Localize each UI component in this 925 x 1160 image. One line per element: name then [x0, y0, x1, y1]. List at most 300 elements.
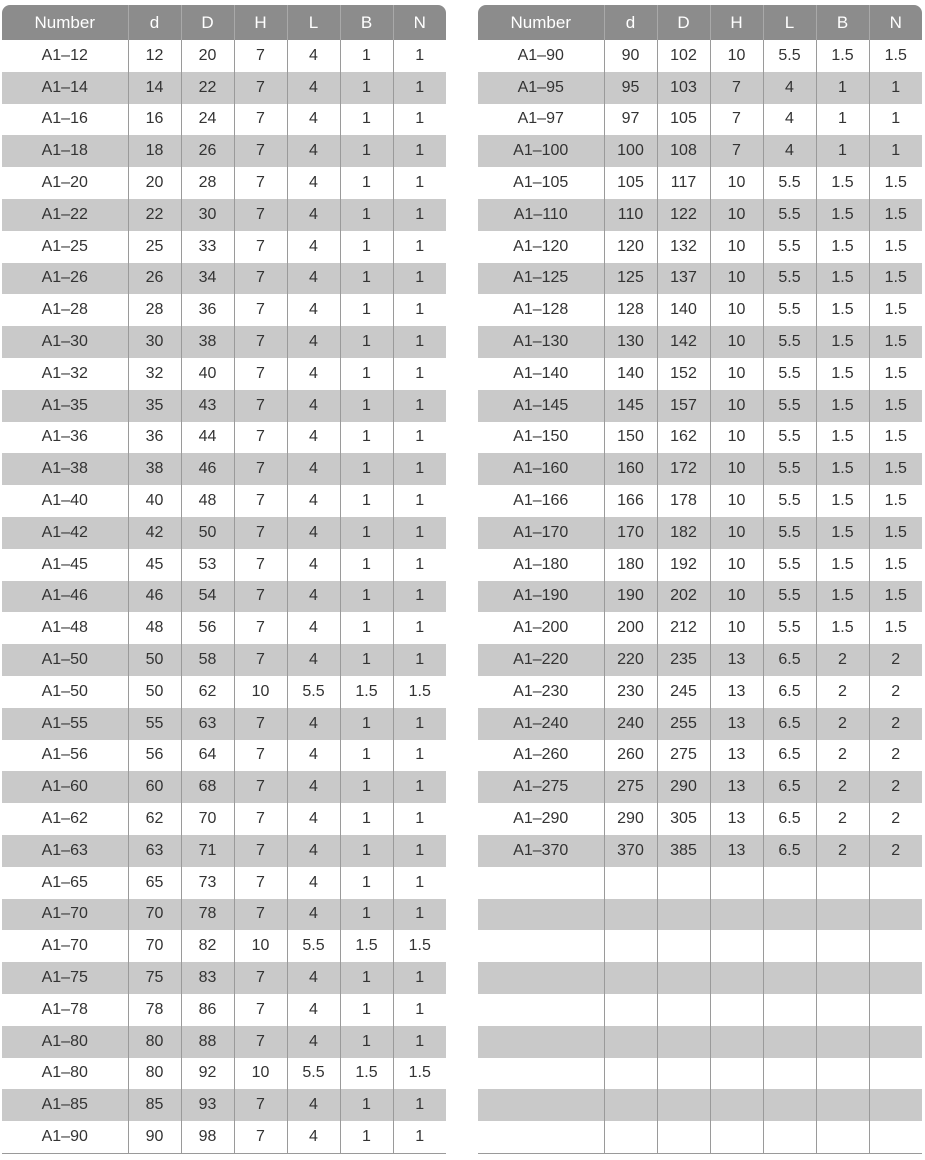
column-header-h: H — [710, 5, 763, 40]
cell-l: 4 — [287, 803, 340, 835]
cell-n: 1 — [393, 326, 446, 358]
cell-n: 2 — [869, 803, 922, 835]
cell-d-outer: 78 — [181, 899, 234, 931]
cell-d-inner: 75 — [128, 962, 181, 994]
cell-n — [869, 994, 922, 1026]
cell-n: 2 — [869, 676, 922, 708]
cell-h — [710, 899, 763, 931]
cell-d-outer: 20 — [181, 40, 234, 72]
cell-d-outer: 83 — [181, 962, 234, 994]
cell-l: 4 — [287, 422, 340, 454]
cell-number: A1–12 — [41, 46, 88, 64]
cell-b: 2 — [816, 740, 869, 772]
cell-d-inner: 26 — [128, 263, 181, 295]
cell-h: 7 — [234, 1089, 287, 1121]
cell-b: 2 — [816, 708, 869, 740]
cell-b: 1 — [340, 422, 393, 454]
cell-d-inner: 63 — [128, 835, 181, 867]
cell-number: A1–40 — [41, 492, 88, 510]
table-row — [2, 581, 446, 613]
cell-h: 7 — [710, 135, 763, 167]
cell-n: 1.5 — [869, 263, 922, 295]
cell-l: 6.5 — [763, 740, 816, 772]
cell-h: 7 — [234, 740, 287, 772]
table-row — [2, 453, 446, 485]
cell-h: 7 — [234, 104, 287, 136]
cell-number: A1–170 — [478, 517, 604, 549]
cell-d-inner: 85 — [128, 1089, 181, 1121]
cell-n: 1 — [393, 231, 446, 263]
cell-n: 1 — [393, 644, 446, 676]
column-header-d-inner: d — [604, 5, 657, 40]
cell-h: 10 — [710, 485, 763, 517]
cell-b: 2 — [816, 676, 869, 708]
cell-b: 1 — [340, 644, 393, 676]
cell-n — [869, 1089, 922, 1121]
cell-h: 10 — [710, 326, 763, 358]
table-row — [478, 40, 922, 72]
cell-n: 1.5 — [869, 294, 922, 326]
cell-l: 5.5 — [763, 294, 816, 326]
cell-n: 1.5 — [393, 1058, 446, 1090]
table-row — [478, 231, 922, 263]
cell-d-outer: 64 — [181, 740, 234, 772]
cell-number: A1–95 — [478, 72, 604, 104]
column-header-b: B — [340, 5, 393, 40]
cell-number: A1–97 — [517, 110, 564, 128]
cell-h — [710, 994, 763, 1026]
cell-n: 2 — [869, 835, 922, 867]
cell-b: 1 — [340, 962, 393, 994]
table-row — [2, 1026, 446, 1058]
table-row — [478, 771, 922, 803]
cell-number: A1–50 — [41, 682, 88, 700]
cell-number: A1–120 — [513, 237, 569, 255]
cell-d-inner: 40 — [128, 485, 181, 517]
cell-number: A1–62 — [41, 810, 88, 828]
cell-number: A1–18 — [2, 135, 128, 167]
table-row — [2, 199, 446, 231]
cell-n: 1.5 — [869, 231, 922, 263]
cell-d-outer: 152 — [657, 358, 710, 390]
cell-d-inner: 125 — [604, 263, 657, 295]
cell-number: A1–25 — [41, 237, 88, 255]
cell-b — [816, 1026, 869, 1058]
cell-d-outer: 43 — [181, 390, 234, 422]
cell-l: 4 — [287, 167, 340, 199]
cell-b: 1.5 — [816, 294, 869, 326]
cell-d-outer: 36 — [181, 294, 234, 326]
cell-l: 4 — [287, 231, 340, 263]
cell-number: A1–46 — [2, 581, 128, 613]
cell-d-inner: 50 — [128, 676, 181, 708]
cell-number: A1–200 — [513, 619, 569, 637]
table-row — [478, 612, 922, 644]
cell-b — [816, 1058, 869, 1090]
cell-b: 1 — [340, 612, 393, 644]
cell-d-inner: 14 — [128, 72, 181, 104]
cell-d-inner: 166 — [604, 485, 657, 517]
cell-d-outer: 103 — [657, 72, 710, 104]
table-row — [478, 708, 922, 740]
cell-b: 1 — [340, 231, 393, 263]
cell-n: 1.5 — [869, 581, 922, 613]
cell-d-outer: 245 — [657, 676, 710, 708]
cell-b: 1 — [340, 1026, 393, 1058]
cell-l: 4 — [287, 263, 340, 295]
cell-l: 4 — [287, 453, 340, 485]
cell-d-outer — [657, 1058, 710, 1090]
cell-number: A1–110 — [478, 199, 604, 231]
cell-n: 1 — [393, 581, 446, 613]
column-header-n: N — [869, 5, 922, 40]
table-header — [478, 5, 922, 40]
cell-h: 7 — [234, 358, 287, 390]
cell-d-inner: 35 — [128, 390, 181, 422]
cell-number: A1–230 — [513, 682, 569, 700]
cell-h: 7 — [234, 135, 287, 167]
cell-number: A1–90 — [2, 1121, 128, 1153]
cell-number: A1–20 — [41, 174, 88, 192]
cell-b: 2 — [816, 771, 869, 803]
cell-h — [710, 1026, 763, 1058]
cell-d-inner: 90 — [128, 1121, 181, 1153]
cell-number: A1–63 — [2, 835, 128, 867]
table-row — [478, 72, 922, 104]
cell-d-outer: 68 — [181, 771, 234, 803]
cell-n: 1.5 — [869, 358, 922, 390]
cell-n: 2 — [869, 644, 922, 676]
cell-d-outer: 275 — [657, 740, 710, 772]
table-row — [478, 199, 922, 231]
cell-b: 1.5 — [816, 390, 869, 422]
cell-d-outer: 86 — [181, 994, 234, 1026]
cell-l: 5.5 — [763, 517, 816, 549]
table-row — [478, 390, 922, 422]
cell-n: 1 — [393, 167, 446, 199]
cell-n: 1 — [393, 263, 446, 295]
table-row — [478, 422, 922, 454]
cell-d-outer: 202 — [657, 581, 710, 613]
table-row — [2, 1058, 446, 1090]
cell-d-outer: 38 — [181, 326, 234, 358]
table-row — [2, 867, 446, 899]
cell-h: 10 — [710, 549, 763, 581]
cell-l: 5.5 — [287, 930, 340, 962]
table-row — [478, 167, 922, 199]
cell-b: 1 — [340, 294, 393, 326]
cell-b: 1.5 — [816, 199, 869, 231]
table-row — [2, 390, 446, 422]
table-row — [478, 104, 922, 136]
cell-l — [763, 962, 816, 994]
cell-n: 1 — [393, 485, 446, 517]
cell-number — [478, 899, 604, 931]
table-row — [2, 644, 446, 676]
cell-number — [478, 930, 604, 962]
cell-d-inner: 95 — [604, 72, 657, 104]
cell-d-outer: 26 — [181, 135, 234, 167]
cell-d-outer: 24 — [181, 104, 234, 136]
cell-l: 6.5 — [763, 644, 816, 676]
cell-d-outer: 108 — [657, 135, 710, 167]
table-row — [478, 644, 922, 676]
cell-d-inner: 22 — [128, 199, 181, 231]
cell-h: 7 — [234, 422, 287, 454]
cell-h: 7 — [234, 1026, 287, 1058]
cell-n: 1 — [393, 390, 446, 422]
cell-l: 5.5 — [763, 40, 816, 72]
cell-b: 1 — [340, 899, 393, 931]
table-row — [2, 1121, 446, 1153]
cell-l: 5.5 — [763, 390, 816, 422]
cell-l — [763, 1121, 816, 1153]
cell-number — [478, 867, 604, 899]
cell-h — [710, 930, 763, 962]
cell-l: 4 — [287, 485, 340, 517]
cell-number: A1–160 — [478, 453, 604, 485]
cell-b: 1.5 — [816, 453, 869, 485]
cell-d-outer: 73 — [181, 867, 234, 899]
cell-h — [710, 1089, 763, 1121]
cell-number: A1–26 — [2, 263, 128, 295]
column-header-h: H — [234, 5, 287, 40]
cell-d-outer: 34 — [181, 263, 234, 295]
cell-l — [763, 867, 816, 899]
cell-n: 1.5 — [869, 612, 922, 644]
cell-n: 1 — [393, 135, 446, 167]
cell-h: 10 — [710, 167, 763, 199]
table-row — [2, 40, 446, 72]
table-row — [2, 263, 446, 295]
table-row — [478, 867, 922, 899]
cell-number: A1–100 — [478, 135, 604, 167]
cell-number: A1–22 — [2, 199, 128, 231]
cell-n: 1.5 — [869, 40, 922, 72]
cell-b: 1 — [340, 326, 393, 358]
spec-table-left — [2, 5, 446, 1154]
column-header-b: B — [816, 5, 869, 40]
cell-h: 10 — [710, 517, 763, 549]
cell-d-outer: 122 — [657, 199, 710, 231]
cell-d-outer: 56 — [181, 612, 234, 644]
cell-b: 1.5 — [816, 40, 869, 72]
cell-n: 1.5 — [869, 167, 922, 199]
cell-b: 1 — [340, 167, 393, 199]
cell-n: 1 — [393, 994, 446, 1026]
cell-l: 5.5 — [763, 326, 816, 358]
cell-number: A1–128 — [513, 301, 569, 319]
table-row — [478, 549, 922, 581]
cell-h: 7 — [234, 962, 287, 994]
cell-b — [816, 1089, 869, 1121]
cell-l: 4 — [287, 390, 340, 422]
cell-d-inner: 60 — [128, 771, 181, 803]
cell-n: 1 — [869, 104, 922, 136]
column-header-d-outer: D — [657, 5, 710, 40]
cell-h: 7 — [234, 72, 287, 104]
cell-d-inner: 38 — [128, 453, 181, 485]
cell-b — [816, 994, 869, 1026]
cell-d-inner — [604, 930, 657, 962]
cell-l: 4 — [287, 517, 340, 549]
cell-l: 4 — [287, 867, 340, 899]
cell-b: 1 — [340, 199, 393, 231]
cell-h: 7 — [710, 104, 763, 136]
table-row — [478, 358, 922, 390]
cell-n: 1 — [393, 899, 446, 931]
cell-d-inner: 97 — [604, 104, 657, 136]
cell-b: 1 — [340, 40, 393, 72]
cell-n — [869, 867, 922, 899]
cell-b: 1 — [340, 453, 393, 485]
cell-l: 4 — [287, 644, 340, 676]
cell-h: 7 — [234, 612, 287, 644]
table-row — [478, 485, 922, 517]
cell-l: 6.5 — [763, 676, 816, 708]
cell-l — [763, 930, 816, 962]
cell-d-outer: 62 — [181, 676, 234, 708]
cell-d-inner: 110 — [604, 199, 657, 231]
table-row — [2, 326, 446, 358]
cell-n: 1.5 — [869, 549, 922, 581]
cell-d-inner: 170 — [604, 517, 657, 549]
cell-d-inner: 130 — [604, 326, 657, 358]
cell-b: 1 — [340, 72, 393, 104]
column-header-n: N — [393, 5, 446, 40]
table-row — [478, 1121, 922, 1153]
table-body — [2, 40, 446, 1153]
cell-d-inner: 240 — [604, 708, 657, 740]
table-row — [2, 167, 446, 199]
cell-d-inner — [604, 867, 657, 899]
cell-l: 4 — [287, 199, 340, 231]
cell-d-inner: 78 — [128, 994, 181, 1026]
cell-l: 4 — [287, 72, 340, 104]
cell-l: 5.5 — [763, 612, 816, 644]
cell-d-outer — [657, 1121, 710, 1153]
cell-n: 1 — [393, 1089, 446, 1121]
cell-l: 4 — [763, 72, 816, 104]
cell-d-inner: 200 — [604, 612, 657, 644]
table-row — [2, 612, 446, 644]
cell-l: 5.5 — [763, 422, 816, 454]
table-row — [2, 294, 446, 326]
column-header-l: L — [287, 5, 340, 40]
table-row — [478, 1089, 922, 1121]
cell-d-inner: 150 — [604, 422, 657, 454]
table-row — [478, 517, 922, 549]
cell-l: 4 — [287, 1026, 340, 1058]
table-row — [478, 1026, 922, 1058]
cell-n: 1 — [393, 104, 446, 136]
cell-d-inner: 128 — [604, 294, 657, 326]
cell-h: 7 — [234, 231, 287, 263]
cell-n: 1 — [393, 358, 446, 390]
cell-b — [816, 1121, 869, 1153]
cell-d-inner: 46 — [128, 581, 181, 613]
cell-d-inner: 56 — [128, 740, 181, 772]
cell-h — [710, 1121, 763, 1153]
cell-b: 1 — [340, 740, 393, 772]
cell-l: 4 — [287, 708, 340, 740]
cell-h: 10 — [710, 199, 763, 231]
cell-l: 4 — [287, 612, 340, 644]
cell-d-outer: 22 — [181, 72, 234, 104]
cell-d-outer: 63 — [181, 708, 234, 740]
column-header-d-outer: D — [181, 5, 234, 40]
cell-b: 1 — [340, 803, 393, 835]
cell-d-outer: 132 — [657, 231, 710, 263]
cell-h: 10 — [710, 294, 763, 326]
cell-b: 1 — [816, 135, 869, 167]
cell-d-inner: 80 — [128, 1026, 181, 1058]
cell-d-inner: 28 — [128, 294, 181, 326]
cell-d-outer: 385 — [657, 835, 710, 867]
cell-n: 1 — [393, 40, 446, 72]
cell-number: A1–36 — [41, 428, 88, 446]
cell-n — [869, 930, 922, 962]
cell-number: A1–290 — [513, 810, 569, 828]
column-header-number: Number — [2, 5, 128, 40]
cell-d-outer — [657, 1026, 710, 1058]
cell-b: 1 — [340, 390, 393, 422]
cell-number: A1–70 — [2, 899, 128, 931]
cell-d-inner: 32 — [128, 358, 181, 390]
cell-h — [710, 1058, 763, 1090]
cell-d-inner: 105 — [604, 167, 657, 199]
cell-l: 6.5 — [763, 771, 816, 803]
cell-l: 5.5 — [287, 676, 340, 708]
cell-h: 7 — [234, 899, 287, 931]
cell-h: 7 — [234, 771, 287, 803]
cell-d-outer: 40 — [181, 358, 234, 390]
cell-h: 7 — [234, 803, 287, 835]
cell-b: 1.5 — [816, 485, 869, 517]
cell-d-outer — [657, 994, 710, 1026]
cell-l: 5.5 — [763, 199, 816, 231]
cell-n: 1 — [393, 549, 446, 581]
cell-h — [710, 867, 763, 899]
cell-n — [869, 962, 922, 994]
cell-number: A1–220 — [478, 644, 604, 676]
cell-h: 10 — [234, 930, 287, 962]
cell-l — [763, 1026, 816, 1058]
cell-b: 1 — [340, 771, 393, 803]
cell-d-inner — [604, 1121, 657, 1153]
cell-h: 10 — [710, 612, 763, 644]
cell-l: 5.5 — [763, 453, 816, 485]
cell-h: 13 — [710, 803, 763, 835]
cell-d-inner: 42 — [128, 517, 181, 549]
cell-l: 4 — [763, 135, 816, 167]
table-row — [478, 899, 922, 931]
cell-n: 1 — [393, 835, 446, 867]
cell-l: 4 — [287, 40, 340, 72]
cell-l: 4 — [287, 899, 340, 931]
cell-d-outer: 212 — [657, 612, 710, 644]
table-row — [478, 676, 922, 708]
cell-d-outer: 305 — [657, 803, 710, 835]
cell-n: 1 — [393, 708, 446, 740]
cell-h: 7 — [234, 40, 287, 72]
cell-l: 5.5 — [763, 358, 816, 390]
cell-b: 1 — [340, 867, 393, 899]
table-row — [478, 740, 922, 772]
column-header-l: L — [763, 5, 816, 40]
cell-l: 4 — [287, 294, 340, 326]
cell-l: 5.5 — [763, 231, 816, 263]
